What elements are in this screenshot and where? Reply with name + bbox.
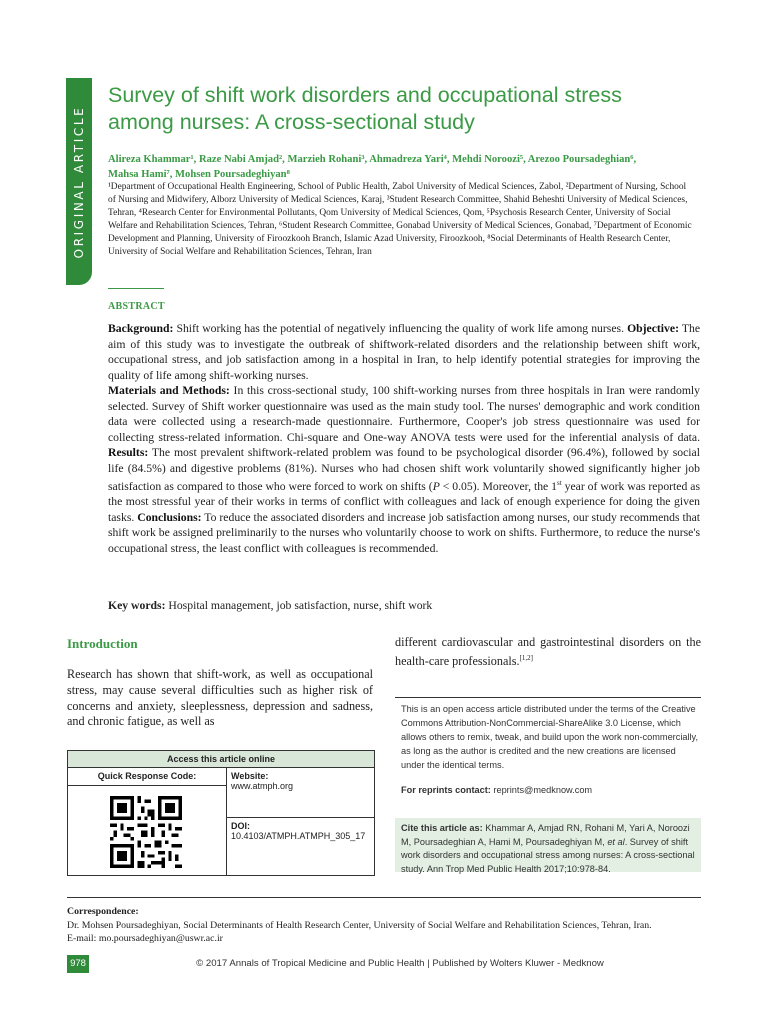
cite-text: Khammar A, Amjad RN, Rohani M, Yari A, Noroozi M, Poursadeghian A, Hami M, Poursadeghiyan M, — [401, 823, 690, 847]
citation-ref[interactable]: [1,2] — [519, 653, 533, 662]
results-label: Results: — [108, 446, 149, 459]
objective-label: Objective: — [627, 322, 679, 335]
correspondence — [67, 905, 717, 946]
methods-label: Materials and Methods: — [108, 384, 230, 397]
correspondence-address: Dr. Mohsen Poursadeghiyan, Social Determinants of Health Research Center, University of Social Welfare and Rehabilitation Sciences, Tehran, Iran. — [67, 919, 652, 931]
qr-cell — [68, 768, 227, 875]
ordinal-suffix: st — [557, 479, 562, 487]
abstract-body — [108, 321, 700, 556]
article-links-cell — [227, 768, 374, 875]
doi-link[interactable]: 10.4103/ATMPH.ATMPH_305_17 — [231, 831, 366, 841]
keywords-label: Key words: — [108, 599, 166, 612]
access-online-box — [67, 750, 375, 876]
reprints-label: For reprints contact: — [401, 785, 491, 795]
author-line-2: Mahsa Hami⁷, Mohsen Poursadeghiyan⁸ — [108, 168, 290, 180]
correspondence-label: Correspondence: — [67, 906, 139, 917]
results-text-2: < 0.05). Moreover, the 1 — [439, 479, 558, 493]
reprints-email[interactable]: reprints@medknow.com — [493, 785, 593, 795]
license-notice — [395, 697, 701, 797]
website-label: Website: — [231, 771, 269, 781]
article-type-tab — [66, 78, 92, 285]
author-list — [108, 153, 698, 182]
keywords — [108, 598, 700, 613]
website-link[interactable]: www.atmph.org — [231, 781, 294, 791]
qr-label: Quick Response Code: — [68, 768, 226, 786]
background-text: Shift working has the potential of negatively influencing the quality of work life among nurses. — [176, 322, 624, 335]
page-number: 978 — [67, 955, 89, 973]
citation-box — [395, 818, 701, 872]
correspondence-email[interactable]: E-mail: mo.poursadeghiyan@uswr.ac.ir — [67, 933, 223, 944]
cite-text-2: . Survey of shift work disorders and occupational stress among nurses: A cross-sectional study. Ann Trop Med Public Health 2017;10:978-84. — [401, 836, 695, 874]
introduction-right-column — [395, 635, 701, 670]
qr-code-icon[interactable] — [110, 796, 182, 868]
results-text: The most prevalent shiftwork-related problem was found to be psychological disorder (96.4%), followed by social life (84.5%) and digestive problems (81%). Nurses who had chosen shift work voluntarily showed significantly higher job satisfaction as compared to those who were forced to work on shifts ( — [108, 446, 700, 493]
journal-footer: © 2017 Annals of Tropical Medicine and Public Health | Published by Wolters Kluwer - Medknow — [196, 958, 604, 969]
results-text-3: year of work was reported as the most stressful year of their works in terms of conflict with colleagues and lack of enough experience for doing the given tasks. — [108, 479, 700, 524]
keywords-text: Hospital management, job satisfaction, nurse, shift work — [168, 599, 433, 612]
background-label: Background: — [108, 322, 174, 335]
objective-text: The aim of this study was to investigate the outbreak of shiftwork-related disorders and the relationship between shift work, occupational stress, and job satisfaction among in a hospital in Iran, to help identify potential strategies for improving the quality of life among shift-working nurses. — [108, 322, 701, 382]
conclusions-text: To reduce the associated disorders and increase job satisfaction among nurses, our study recommends that shift work be assigned preliminarily to the nurses who voluntarily choose to work on shifts. Furthermore, to reduce the nurse's occupational stress, the least conflict with colleagues is recommended. — [108, 510, 700, 555]
methods-text: In this cross-sectional study, 100 shift-working nurses from three hospitals in Iran were randomly selected. Survey of Shift worker questionnaire was used as the main study tool. The nurses' demographic and work condition data were collected using a research-made questionnaire. Furthermore, Cooper's job stress questionnaire was used for collecting stress-related information. Chi-square and One-way ANOVA tests were used for the inferential analysis of data. — [108, 384, 700, 444]
conclusions-label: Conclusions: — [137, 510, 202, 524]
article-title: Survey of shift work disorders and occupational stress among nurses: A cross-sectional study — [108, 83, 622, 134]
introduction-left-column: Research has shown that shift-work, as well as occupational stress, may cause several difficulties such as higher risk of concerns and anxiety, sleeplessness, depression and sadness, and chronic fatigue, as well as — [67, 667, 373, 729]
footnote-divider — [67, 897, 701, 898]
cite-label: Cite this article as: — [401, 823, 483, 833]
doi-cell — [227, 818, 374, 844]
author-line-1: Alireza Khammar¹, Raze Nabi Amjad², Marzieh Rohani³, Ahmadreza Yari⁴, Mehdi Noroozi⁵, Arezoo Poursadeghian⁶, — [108, 154, 637, 165]
abstract-heading: ABSTRACT — [108, 301, 165, 312]
introduction-right-text: different cardiovascular and gastrointestinal disorders on the health-care professionals. — [395, 635, 701, 668]
website-cell — [227, 768, 374, 818]
reprints-line — [401, 783, 701, 797]
cite-et-al: et al — [607, 836, 625, 847]
license-text: This is an open access article distributed under the terms of the Creative Commons Attribution-NonCommercial-ShareAlike 3.0 License, which allows others to remix, tweak, and build upon the work non-commercially, as long as the author is credited and the new creations are licensed under the identical terms. — [401, 704, 699, 770]
affiliations: ¹Department of Occupational Health Engineering, School of Public Health, Zabol University of Medical Sciences, Zabol, ²Department of Nursing, School of Nursing and Midwifery, Alborz University of Medical Sciences, Karaj, ³Student Research Committee, Shahid Beheshti University of Medical Sciences, Tehran, ⁴Research Center for Environmental Pollutants, Qom University of Medical Sciences, Qom, ⁵Psychosis Research Center, University of Social Welfare and Rehabilitation Sciences, Tehran, ⁶Student Research Committee, Gonabad University of Medical Sciences, Gonabad, ⁷Department of Economic Development and Planning, University of Firoozkooh Branch, Islamic Azad University, Firoozkooh, ⁸Social Determinants of Health Research Center, University of Social Welfare and Rehabilitation Sciences, Tehran, Iran — [108, 182, 692, 257]
doi-label: DOI: — [231, 821, 250, 831]
access-box-heading: Access this article online — [68, 751, 374, 768]
article-type-label: ORIGINAL ARTICLE — [72, 105, 86, 258]
p-value-symbol: P — [432, 479, 440, 493]
introduction-heading: Introduction — [67, 636, 138, 651]
section-divider — [108, 288, 164, 289]
